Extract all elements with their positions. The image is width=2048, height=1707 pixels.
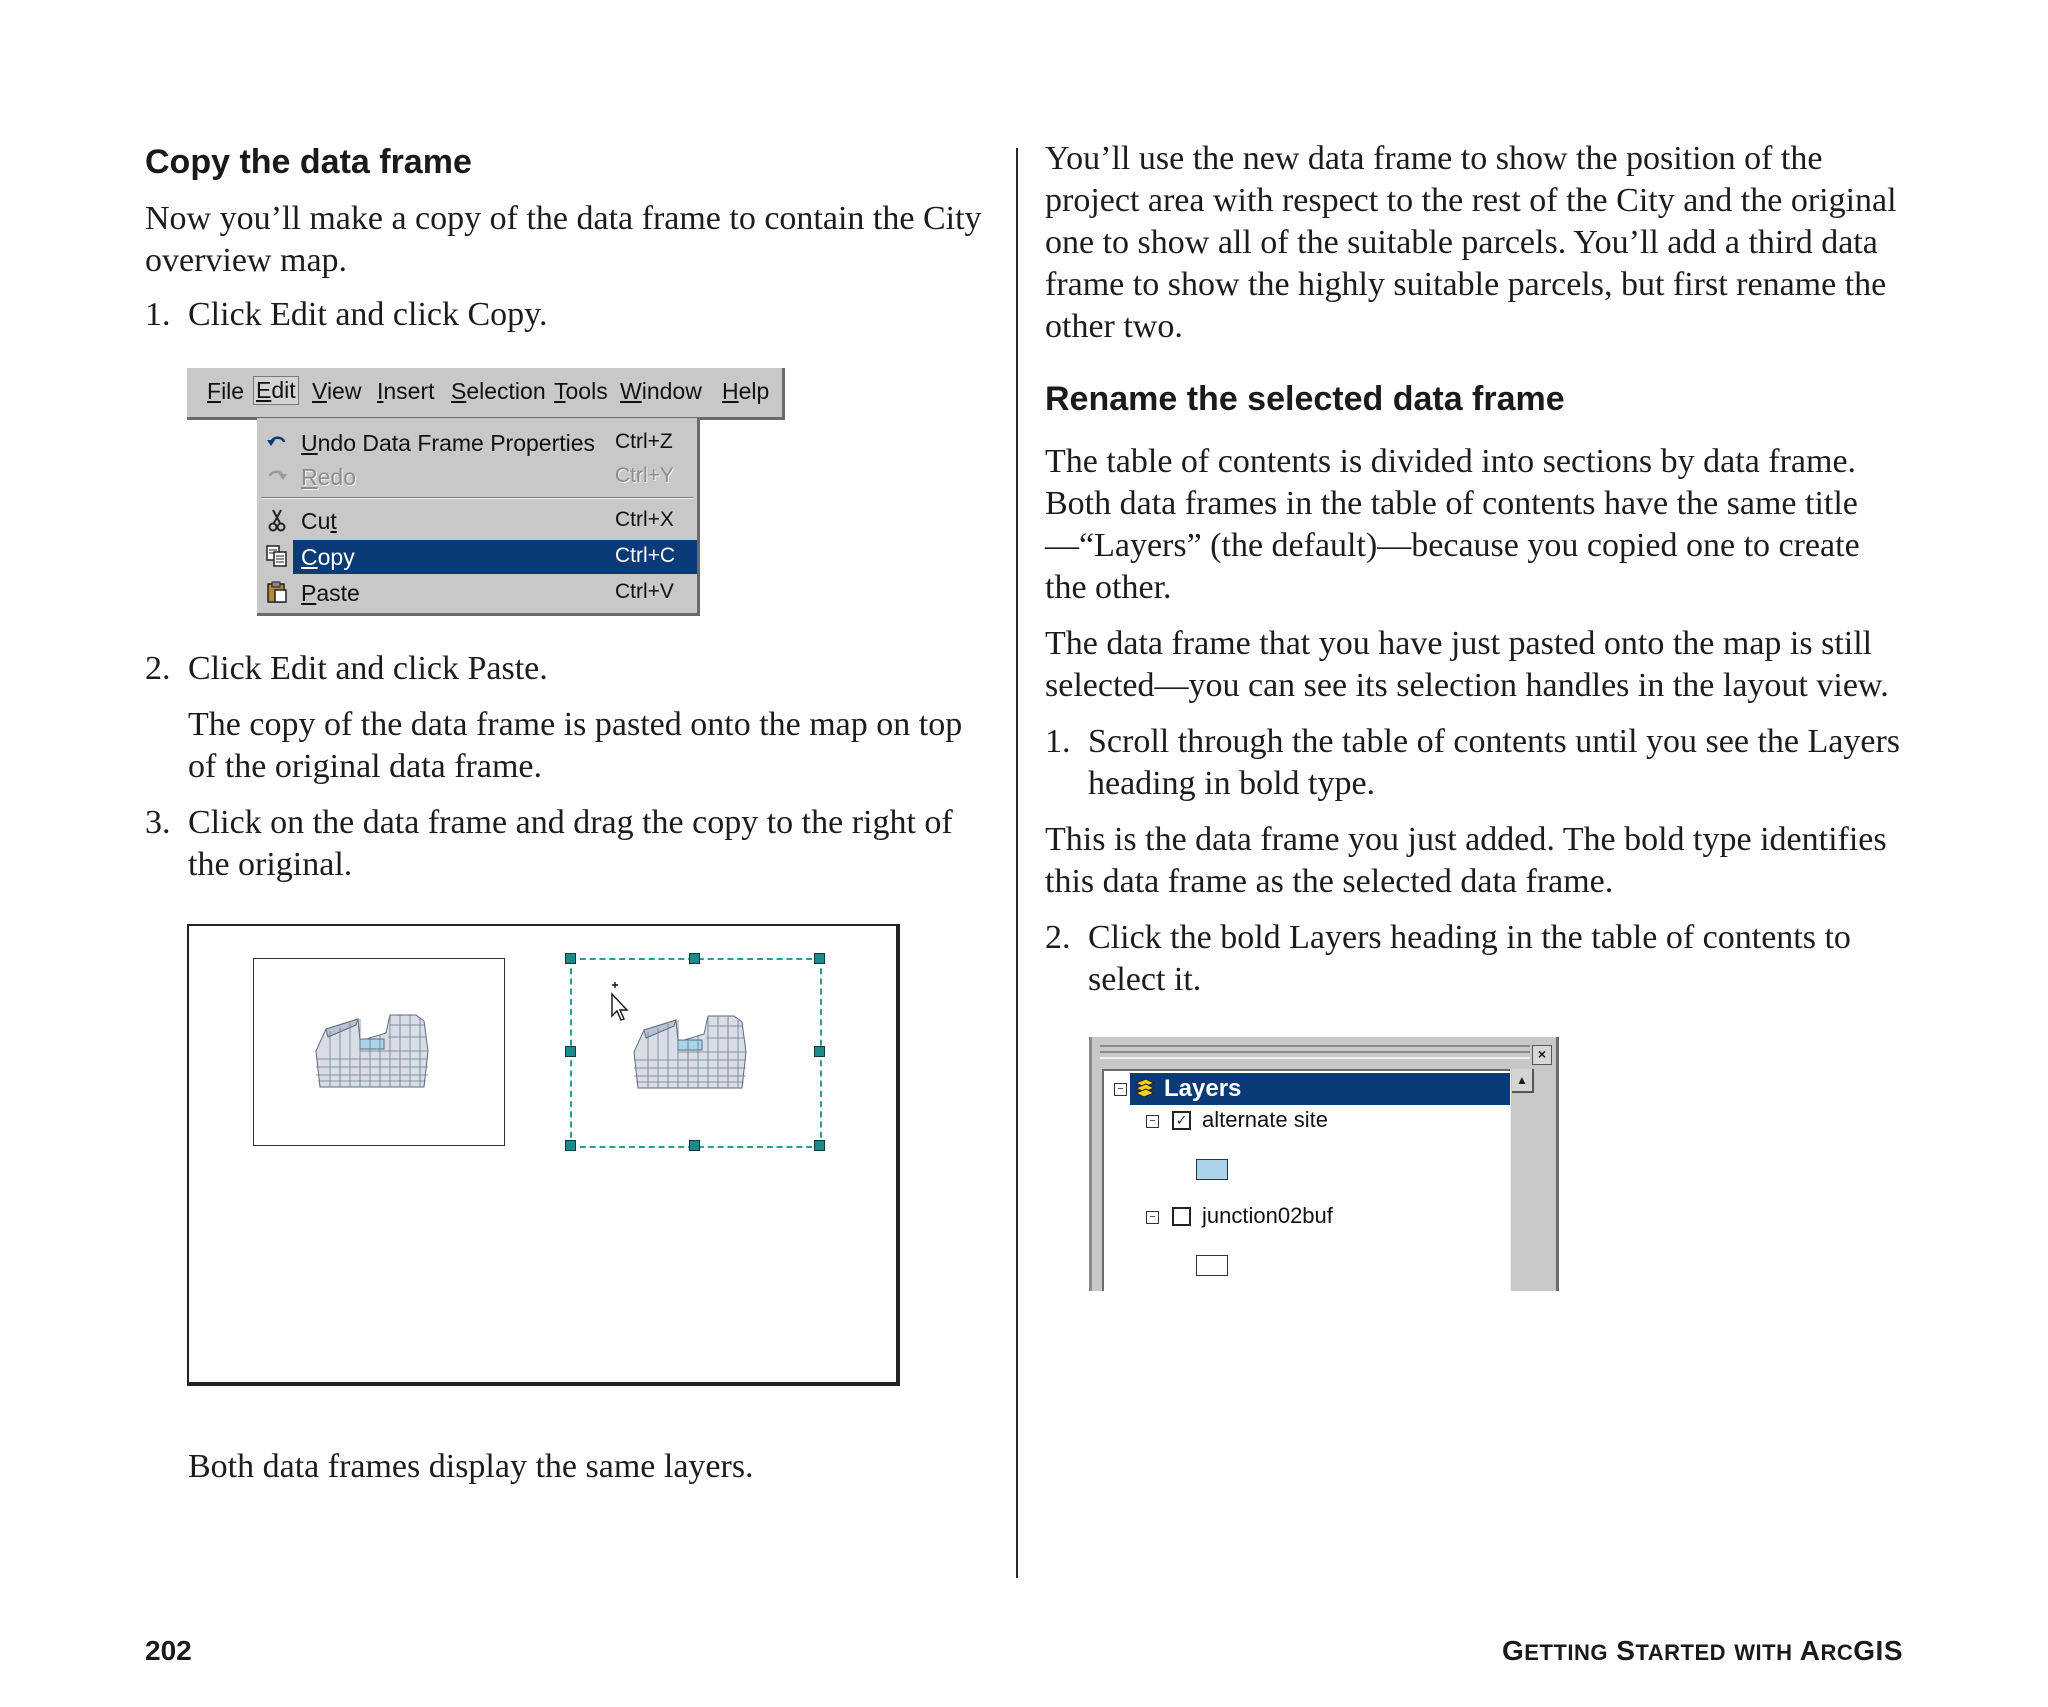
menu-help[interactable]: Help (722, 378, 770, 404)
collapse-icon[interactable]: − (1146, 1115, 1159, 1128)
selection-handle[interactable] (565, 1140, 576, 1151)
copy-shortcut: Ctrl+C (615, 544, 676, 567)
layer-symbol-swatch (1196, 1159, 1228, 1180)
copied-data-frame[interactable] (570, 958, 822, 1148)
data-frame-name: Layers (1164, 1075, 1242, 1102)
close-icon[interactable]: × (1532, 1045, 1552, 1065)
closing-text: Both data frames display the same layers. (188, 1448, 754, 1485)
selected-frame-paragraph: The data frame that you have just pasted onto the map is still selected—you can see its selection handles in the layout view. (1045, 625, 1889, 704)
step-text: Click Edit and click Copy. (188, 296, 548, 333)
step-number: 2. (145, 650, 171, 687)
selection-handle[interactable] (689, 953, 700, 964)
city-map-thumbnail-copy (572, 960, 820, 1146)
step-number: 3. (145, 804, 171, 841)
menu-item-undo[interactable] (257, 426, 697, 460)
menu-edit[interactable]: Edit (253, 376, 299, 405)
paste-label: Paste (301, 580, 360, 606)
edit-dropdown (257, 418, 700, 616)
left-column (145, 138, 995, 1488)
paste-note: The copy of the data frame is pasted onto the map on top of the original data frame. (188, 706, 963, 785)
step-2-click-layers (1045, 917, 1905, 1001)
original-data-frame[interactable] (253, 958, 505, 1146)
selection-handle[interactable] (814, 1140, 825, 1151)
menu-item-copy[interactable] (293, 540, 697, 574)
selection-handle[interactable] (565, 1046, 576, 1057)
collapse-icon[interactable]: − (1114, 1083, 1127, 1096)
right-intro: You’ll use the new data frame to show the position of the project area with respect to the rest of the City and the original one to show all of the suitable parcels. You’ll add a third data frame to show the highly suitable parcels, but first rename the other two. (1045, 140, 1897, 345)
scissors-icon (265, 508, 289, 532)
step-number: 1. (1045, 723, 1071, 760)
menu-bar (187, 368, 785, 420)
step-text: Click the bold Layers heading in the table of contents to select it. (1088, 919, 1851, 998)
menu-view[interactable]: View (312, 378, 362, 404)
menu-item-redo (257, 460, 697, 494)
toc-pane (1102, 1069, 1510, 1291)
city-map-thumbnail (254, 959, 504, 1145)
page-number: 202 (145, 1635, 192, 1666)
collapse-icon[interactable]: − (1146, 1211, 1159, 1224)
column-divider (1016, 148, 1018, 1578)
cut-shortcut: Ctrl+X (615, 508, 674, 531)
layer-name[interactable]: alternate site (1202, 1107, 1328, 1132)
layer-symbol-swatch (1196, 1255, 1228, 1276)
copy-intro: Now you’ll make a copy of the data frame to contain the City overview map. (145, 200, 982, 279)
redo-label: Redo (301, 464, 356, 490)
step-text: Scroll through the table of contents until you see the Layers heading in bold type. (1088, 723, 1901, 802)
step-3-drag (145, 802, 995, 886)
selection-handle[interactable] (814, 953, 825, 964)
toc-window (1089, 1037, 1559, 1291)
step-1-copy (145, 294, 995, 336)
move-cursor-icon (612, 982, 627, 1020)
step-number: 1. (145, 296, 171, 333)
menu-file[interactable]: File (207, 378, 245, 404)
redo-icon (265, 464, 289, 488)
selection-handle[interactable] (814, 1046, 825, 1057)
selection-handle[interactable] (565, 953, 576, 964)
bold-type-paragraph: This is the data frame you just added. The bold type identifies this data frame as the selected data frame. (1045, 821, 1887, 900)
scroll-up-arrow-icon[interactable]: ▲ (1512, 1069, 1534, 1093)
layer-name[interactable]: junction02buf (1202, 1203, 1333, 1228)
section-heading-rename: Rename the selected data frame (1045, 380, 1565, 418)
menu-item-paste[interactable] (257, 576, 697, 610)
menu-insert[interactable]: Insert (377, 378, 435, 404)
copy-label: Copy (301, 544, 355, 570)
undo-shortcut: Ctrl+Z (615, 430, 673, 453)
running-footer-title: GETTING STARTED WITH ARCGIS (1502, 1635, 1903, 1666)
redo-shortcut: Ctrl+Y (615, 464, 674, 487)
step-number: 2. (1045, 919, 1071, 956)
paste-icon (265, 580, 289, 604)
right-column (1045, 138, 1905, 1291)
layout-page (187, 924, 900, 1386)
undo-icon (265, 430, 289, 454)
menu-window[interactable]: Window (620, 378, 702, 404)
toc-scrollbar[interactable] (1510, 1069, 1537, 1291)
selection-handle[interactable] (689, 1140, 700, 1151)
undo-label: Undo Data Frame Properties (301, 430, 596, 456)
step-text: Click Edit and click Paste. (188, 650, 548, 687)
toc-sections-paragraph: The table of contents is divided into sections by data frame. Both data frames in the table of contents have the same title—“Layers” (the default)—because you copied one to create the other. (1045, 443, 1860, 606)
edit-menu-screenshot (145, 368, 995, 616)
copy-icon (265, 544, 289, 568)
layer-visibility-checkbox[interactable] (1172, 1207, 1191, 1226)
layout-view-screenshot (145, 924, 860, 1386)
menu-item-cut[interactable] (257, 504, 697, 538)
step-2-paste (145, 648, 995, 690)
layers-stack-icon (1134, 1077, 1156, 1105)
toc-drag-grip-line (1100, 1051, 1530, 1053)
table-of-contents-screenshot (1045, 1037, 1547, 1291)
paste-shortcut: Ctrl+V (615, 580, 674, 603)
step-1-scroll (1045, 721, 1905, 805)
menu-separator (261, 497, 693, 499)
toc-data-frame-layers[interactable] (1130, 1073, 1512, 1105)
step-text: Click on the data frame and drag the copy to the right of the original. (188, 804, 953, 883)
layer-visibility-checkbox[interactable]: ✓ (1172, 1111, 1191, 1130)
section-heading-copy: Copy the data frame (145, 143, 472, 181)
cut-label: Cut (301, 508, 337, 534)
menu-tools[interactable]: Tools (554, 378, 608, 404)
menu-selection[interactable]: Selection (451, 378, 546, 404)
